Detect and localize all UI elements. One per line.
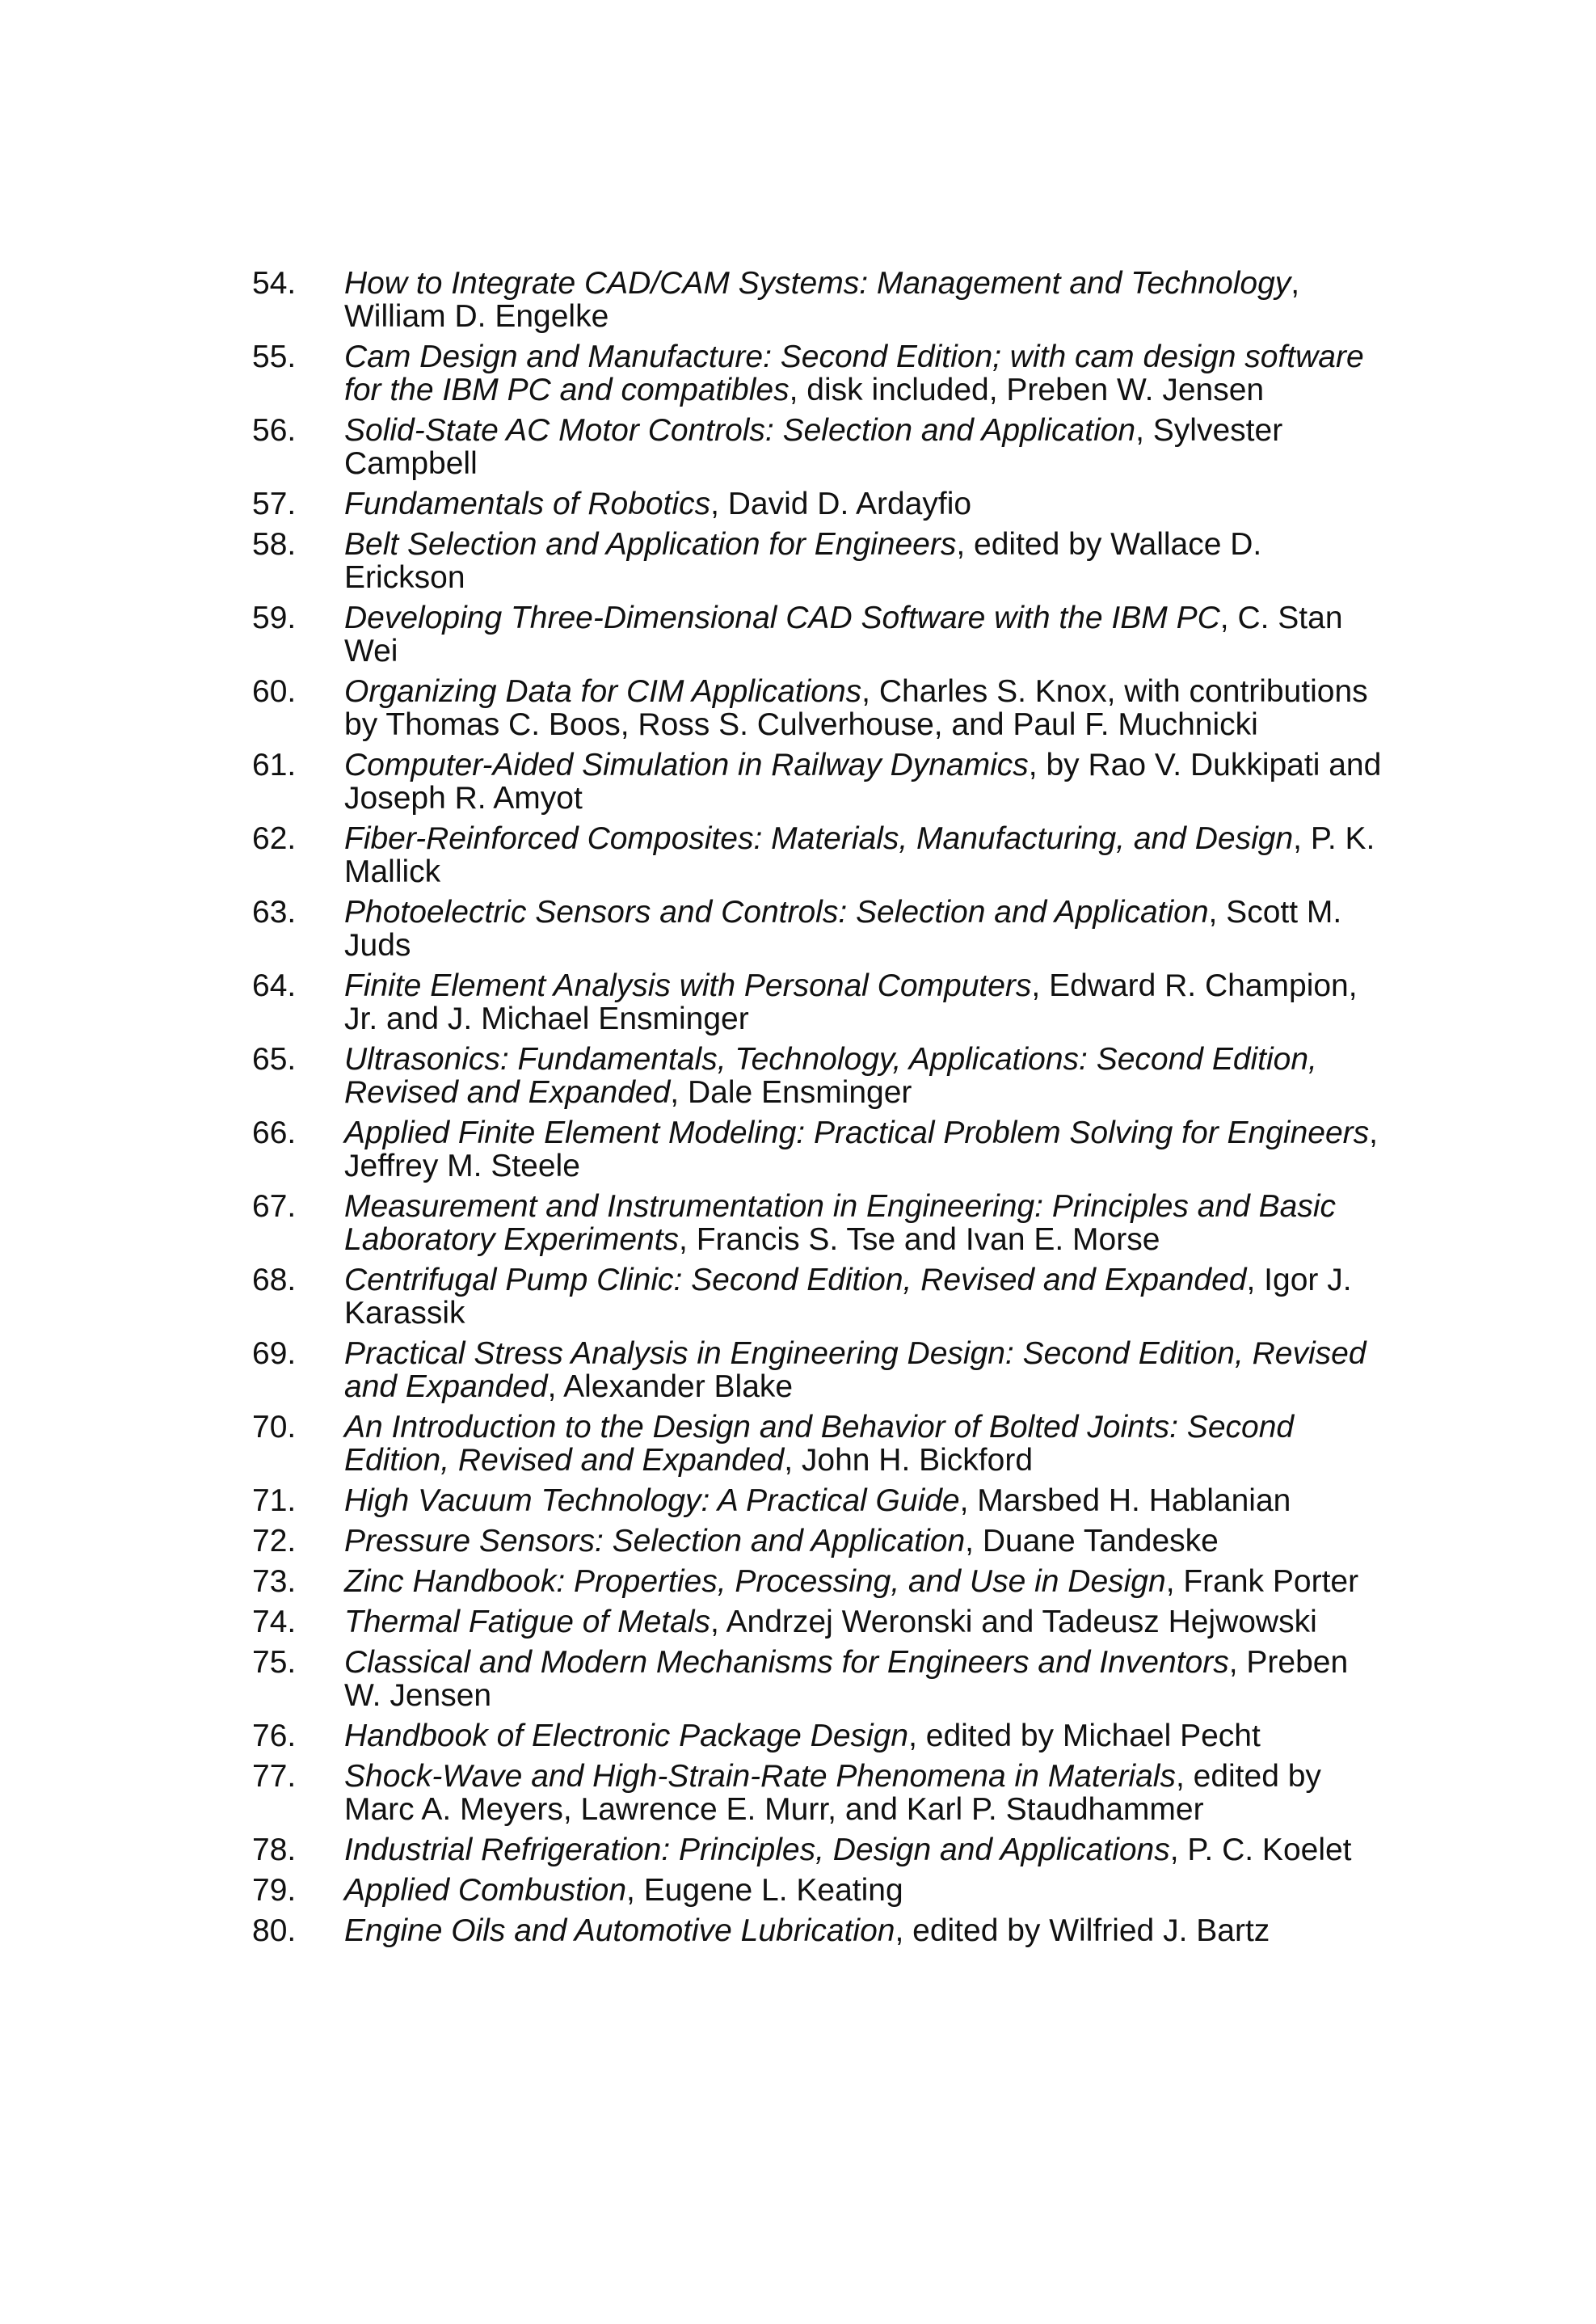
list-item bbox=[252, 1337, 1383, 1403]
entry-author: , Igor J. Karassik bbox=[344, 1263, 1352, 1331]
entry-author: , Preben W. Jensen bbox=[344, 1645, 1349, 1713]
entry-author: , John H. Bickford bbox=[784, 1443, 1034, 1478]
list-item bbox=[252, 1760, 1383, 1826]
entry-author: , Marsbed H. Hablanian bbox=[959, 1483, 1291, 1518]
entry-number: 59. bbox=[252, 601, 297, 635]
entry-number: 56. bbox=[252, 413, 297, 448]
entry-title: How to Integrate CAD/CAM Systems: Management and Technology bbox=[344, 266, 1291, 301]
list-item bbox=[252, 969, 1383, 1035]
entry-title: Industrial Refrigeration: Principles, Design and Applications bbox=[344, 1833, 1170, 1867]
entry-number: 72. bbox=[252, 1524, 297, 1558]
entry-author: , Edward R. Champion, Jr. and J. Michael Ensminger bbox=[344, 968, 1358, 1036]
entry-number: 79. bbox=[252, 1873, 297, 1908]
list-item bbox=[252, 1263, 1383, 1330]
list-item bbox=[252, 1116, 1383, 1183]
list-item bbox=[252, 1833, 1383, 1866]
entry-title: Belt Selection and Application for Engineers bbox=[344, 527, 957, 562]
list-item bbox=[252, 675, 1383, 741]
entry-number: 65. bbox=[252, 1042, 297, 1077]
entry-author: , disk included, Preben W. Jensen bbox=[789, 373, 1265, 407]
entry-author: , P. C. Koelet bbox=[1169, 1833, 1352, 1867]
entry-title: Pressure Sensors: Selection and Application bbox=[344, 1524, 966, 1558]
entry-number: 77. bbox=[252, 1759, 297, 1794]
entry-number: 57. bbox=[252, 487, 297, 521]
entry-title: Computer-Aided Simulation in Railway Dynamics bbox=[344, 748, 1029, 782]
list-item bbox=[252, 601, 1383, 668]
list-item bbox=[252, 1565, 1383, 1598]
entry-number: 71. bbox=[252, 1483, 297, 1518]
entry-title: Centrifugal Pump Clinic: Second Edition, Revised and Expanded bbox=[344, 1263, 1247, 1297]
entry-number: 70. bbox=[252, 1410, 297, 1445]
entry-title: Classical and Modern Mechanisms for Engineers and Inventors bbox=[344, 1645, 1229, 1680]
entry-author: , David D. Ardayfio bbox=[710, 487, 972, 521]
entry-author: , P. K. Mallick bbox=[344, 821, 1375, 889]
list-item bbox=[252, 1646, 1383, 1712]
entry-author: , edited by Marc A. Meyers, Lawrence E. Murr, and Karl P. Staudhammer bbox=[344, 1759, 1321, 1827]
entry-title: Applied Finite Element Modeling: Practical Problem Solving for Engineers bbox=[344, 1116, 1370, 1150]
entry-author: , edited by Wallace D. Erickson bbox=[344, 527, 1262, 595]
entry-title: Fundamentals of Robotics bbox=[344, 487, 711, 521]
entry-author: , Frank Porter bbox=[1165, 1564, 1359, 1599]
entry-number: 64. bbox=[252, 968, 297, 1003]
entry-author: , Jeffrey M. Steele bbox=[344, 1116, 1378, 1183]
list-item bbox=[252, 487, 1383, 521]
entry-title: Handbook of Electronic Package Design bbox=[344, 1719, 909, 1753]
entry-author: , Andrzej Weronski and Tadeusz Hejwowski bbox=[710, 1605, 1317, 1639]
entry-number: 76. bbox=[252, 1719, 297, 1753]
list-item bbox=[252, 896, 1383, 962]
entry-author: , Francis S. Tse and Ivan E. Morse bbox=[679, 1222, 1160, 1257]
entry-title: Ultrasonics: Fundamentals, Technology, Applications: Second Edition, Revised and Expanded bbox=[344, 1042, 1317, 1110]
entry-author: , edited by Wilfried J. Bartz bbox=[895, 1913, 1270, 1948]
list-item bbox=[252, 749, 1383, 815]
entry-title: Photoelectric Sensors and Controls: Selection and Application bbox=[344, 895, 1209, 930]
list-item bbox=[252, 1719, 1383, 1752]
entry-title: Practical Stress Analysis in Engineering Design: Second Edition, Revised and Expanded bbox=[344, 1336, 1366, 1404]
entry-author: , Dale Ensminger bbox=[670, 1075, 912, 1110]
entry-title: Shock-Wave and High-Strain-Rate Phenomena in Materials bbox=[344, 1759, 1176, 1794]
list-item bbox=[252, 1190, 1383, 1256]
entry-title: Solid-State AC Motor Controls: Selection and Application bbox=[344, 413, 1136, 448]
entry-number: 60. bbox=[252, 674, 297, 709]
entry-author: , Eugene L. Keating bbox=[626, 1873, 903, 1908]
entry-author: , by Rao V. Dukkipati and Joseph R. Amyot bbox=[344, 748, 1382, 816]
entry-author: , edited by Michael Pecht bbox=[908, 1719, 1261, 1753]
list-item bbox=[252, 1484, 1383, 1517]
entry-number: 68. bbox=[252, 1263, 297, 1297]
entry-author: , Duane Tandeske bbox=[965, 1524, 1219, 1558]
entry-author: , William D. Engelke bbox=[344, 266, 1300, 334]
entry-number: 62. bbox=[252, 821, 297, 856]
entry-number: 80. bbox=[252, 1913, 297, 1948]
entry-title: Engine Oils and Automotive Lubrication bbox=[344, 1913, 895, 1948]
list-item bbox=[252, 822, 1383, 888]
list-item bbox=[252, 1605, 1383, 1639]
entry-title: Thermal Fatigue of Metals bbox=[344, 1605, 711, 1639]
entry-number: 58. bbox=[252, 527, 297, 562]
entry-title: An Introduction to the Design and Behavior of Bolted Joints: Second Edition, Revised and Expanded bbox=[344, 1410, 1295, 1478]
list-item bbox=[252, 1914, 1383, 1947]
book-series-list bbox=[252, 267, 1383, 1955]
entry-author: , Scott M. Juds bbox=[344, 895, 1342, 963]
entry-number: 55. bbox=[252, 340, 297, 374]
entry-title: Measurement and Instrumentation in Engineering: Principles and Basic Laboratory Experiments bbox=[344, 1189, 1337, 1257]
entry-number: 78. bbox=[252, 1833, 297, 1867]
entry-title: Finite Element Analysis with Personal Computers bbox=[344, 968, 1032, 1003]
entry-author: , C. Stan Wei bbox=[344, 601, 1343, 669]
list-item bbox=[252, 528, 1383, 594]
list-item bbox=[252, 414, 1383, 480]
entry-title: Applied Combustion bbox=[344, 1873, 627, 1908]
entry-title: Cam Design and Manufacture: Second Edition; with cam design software for the IBM PC and compatibles bbox=[344, 340, 1364, 407]
entry-number: 74. bbox=[252, 1605, 297, 1639]
entry-number: 61. bbox=[252, 748, 297, 782]
entry-author: , Alexander Blake bbox=[547, 1369, 794, 1404]
list-item bbox=[252, 1043, 1383, 1109]
entry-number: 54. bbox=[252, 266, 297, 301]
list-item bbox=[252, 340, 1383, 407]
entry-title: Fiber-Reinforced Composites: Materials, Manufacturing, and Design bbox=[344, 821, 1294, 856]
entry-number: 73. bbox=[252, 1564, 297, 1599]
entry-number: 67. bbox=[252, 1189, 297, 1224]
list-item bbox=[252, 1525, 1383, 1558]
entry-number: 69. bbox=[252, 1336, 297, 1371]
entry-title: Zinc Handbook: Properties, Processing, and Use in Design bbox=[344, 1564, 1166, 1599]
entry-author: , Sylvester Campbell bbox=[344, 413, 1283, 481]
list-item bbox=[252, 267, 1383, 333]
entry-title: High Vacuum Technology: A Practical Guide bbox=[344, 1483, 960, 1518]
list-item bbox=[252, 1874, 1383, 1907]
entry-title: Organizing Data for CIM Applications bbox=[344, 674, 862, 709]
entry-author: , Charles S. Knox, with contributions by Thomas C. Boos, Ross S. Culverhouse, and Paul F. Muchnicki bbox=[344, 674, 1368, 742]
entry-number: 75. bbox=[252, 1645, 297, 1680]
entry-number: 63. bbox=[252, 895, 297, 930]
entry-number: 66. bbox=[252, 1116, 297, 1150]
list-item bbox=[252, 1411, 1383, 1477]
entry-title: Developing Three-Dimensional CAD Software with the IBM PC bbox=[344, 601, 1220, 635]
